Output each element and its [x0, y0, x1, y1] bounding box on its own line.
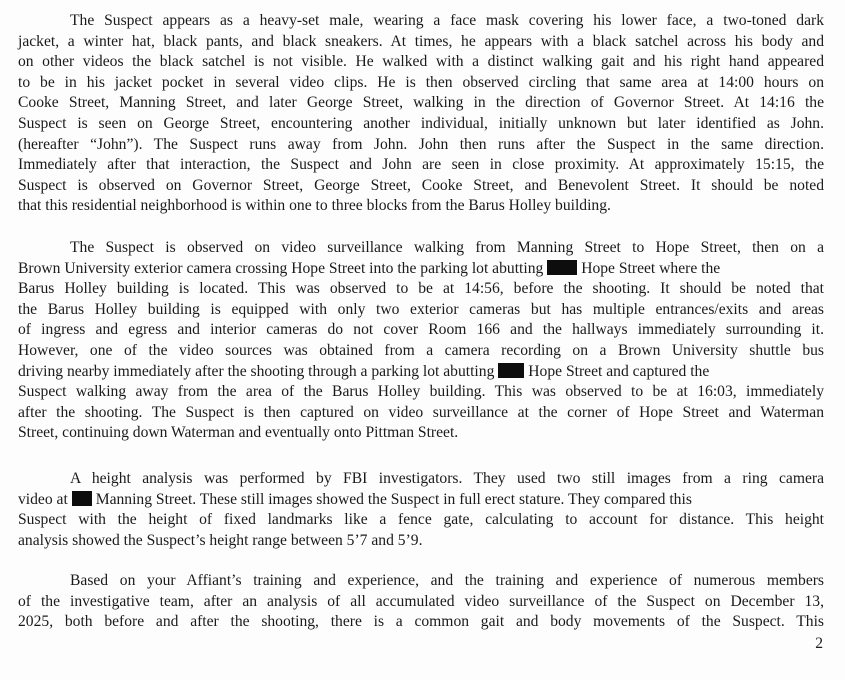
- text-line: Immediately after that interaction, the Suspect and John are seen in close proximity. At approximately 15:15, the: [18, 156, 824, 174]
- text-segment: Hope Street and captured the: [528, 362, 710, 380]
- text-line: analysis showed the Suspect’s height range between 5’7 and 5’9.: [18, 531, 423, 549]
- paragraph-suspect-description: [18, 11, 824, 217]
- text-line: A height analysis was performed by FBI investigators. They used two still images from a ring camera: [70, 470, 824, 487]
- text-line: (hereafter “John”). The Suspect runs away from John. John then runs after the Suspect in the same direction.: [18, 135, 824, 153]
- text-line: Cooke Street, Manning Street, and later George Street, walking in the direction of Governor Street. At 14:16 the: [18, 94, 824, 112]
- text-line: the Barus Holley building is equipped with only two exterior cameras but has multiple entrances/exits and areas: [18, 300, 824, 318]
- page-number: 2: [815, 635, 823, 652]
- redaction-block: [72, 491, 92, 506]
- text-line: of ingress and egress and interior cameras do not cover Room 166 and the hallways immediately surrounding it.: [18, 321, 824, 339]
- text-line: 2025, both before and after the shooting, there is a common gait and body movements of the Suspect. This: [18, 613, 824, 631]
- text-line: Suspect is seen on George Street, encountering another individual, initially unknown but later identified as John.: [18, 114, 824, 132]
- text-line-with-redaction: [18, 259, 824, 280]
- text-line: Based on your Affiant’s training and experience, and the training and experience of numerous members: [70, 572, 824, 589]
- text-line: The Suspect appears as a heavy-set male, wearing a face mask covering his lower face, a two-toned dark: [70, 12, 824, 29]
- text-line: jacket, a winter hat, black pants, and black sneakers. At times, he appears with a black satchel across his body and: [18, 32, 824, 50]
- text-line: The Suspect is observed on video surveillance walking from Manning Street to Hope Street, then on a: [70, 239, 824, 256]
- text-line: Suspect is observed on Governor Street, George Street, Cooke Street, and Benevolent Street. It should be noted: [18, 176, 824, 194]
- paragraph-affiant-analysis: [18, 571, 824, 633]
- text-segment: video at: [18, 490, 68, 508]
- text-line: Suspect walking away from the area of the Barus Holley building. This was observed to be at 16:03, immediately: [18, 383, 824, 401]
- text-line: However, one of the video sources was obtained from a camera recording on a Brown University shuttle bus: [18, 341, 824, 359]
- paragraph-video-surveillance: [18, 238, 824, 444]
- paragraph-height-analysis: [18, 469, 824, 551]
- text-segment: Brown University exterior camera crossing Hope Street into the parking lot abutting: [18, 259, 544, 277]
- text-line: that this residential neighborhood is within one to three blocks from the Barus Holley building.: [18, 197, 611, 215]
- text-line: of the investigative team, after an analysis of all accumulated video surveillance of the Suspect on December 13,: [18, 592, 824, 610]
- text-line-with-redaction: [18, 490, 824, 511]
- redaction-block: [547, 260, 577, 275]
- text-line: Suspect with the height of fixed landmarks like a fence gate, calculating to account for distance. This height: [18, 511, 824, 529]
- text-line: on other videos the black satchel is not visible. He walked with a distinct walking gait and his right hand appeared: [18, 53, 824, 71]
- text-line: Street, continuing down Waterman and eventually onto Pittman Street.: [18, 424, 459, 442]
- text-line: after the shooting. The Suspect is then captured on video surveillance at the corner of Hope Street and Waterman: [18, 403, 824, 421]
- text-line: Barus Holley building is located. This was observed to be at 14:56, before the shooting. It should be noted that: [18, 280, 824, 298]
- text-segment: Manning Street. These still images showed the Suspect in full erect stature. They compared this: [95, 490, 692, 508]
- text-segment: driving nearby immediately after the shooting through a parking lot abutting: [18, 362, 495, 380]
- redaction-block: [498, 363, 524, 378]
- text-line: to be in his jacket pocket in several video clips. He is then observed circling that same area at 14:00 hours on: [18, 73, 824, 91]
- text-segment: Hope Street where the: [581, 259, 721, 277]
- text-line-with-redaction: [18, 362, 824, 383]
